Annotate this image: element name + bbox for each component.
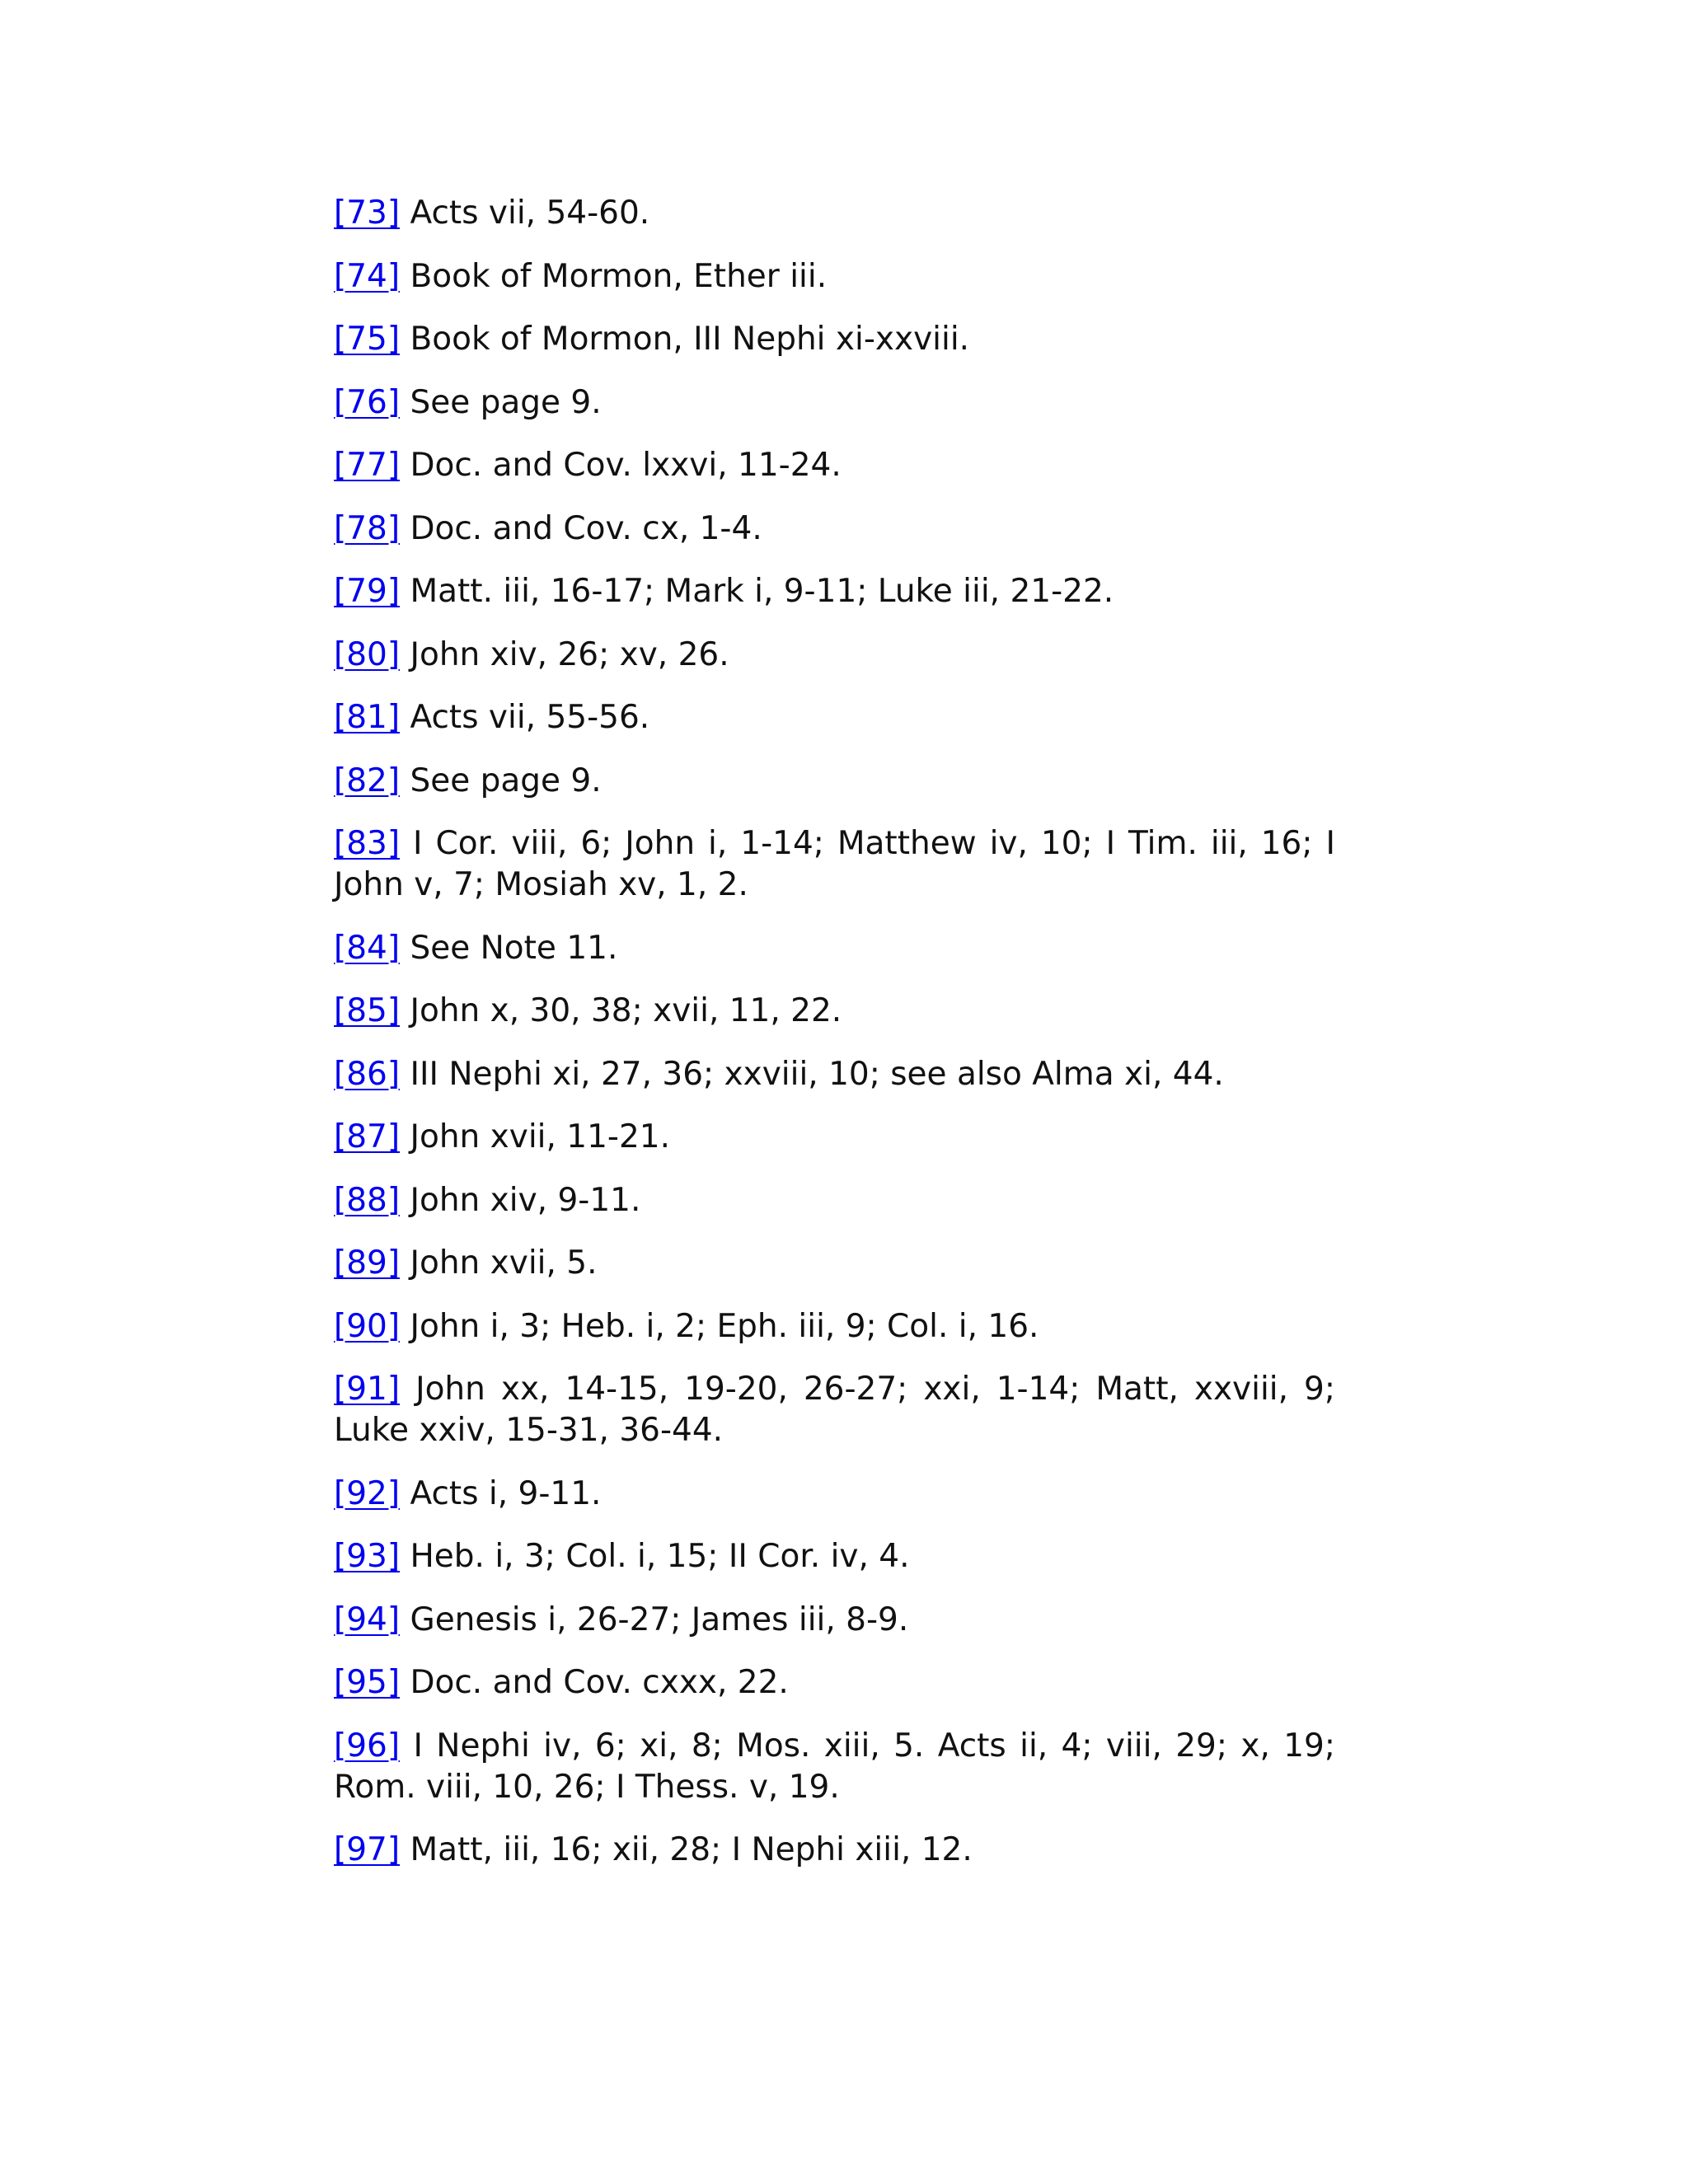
footnote-text: John xvii, 5. <box>410 1244 598 1282</box>
footnote-77 <box>334 445 1335 486</box>
footnote-73 <box>334 193 1335 234</box>
footnote-91 <box>334 1369 1335 1451</box>
footnote-ref-link[interactable]: [85] <box>334 992 401 1029</box>
footnote-text: See page 9. <box>410 762 602 799</box>
footnote-ref-link[interactable]: [76] <box>334 383 401 421</box>
footnote-ref-link[interactable]: [78] <box>334 509 401 547</box>
footnote-text: John x, 30, 38; xvii, 11, 22. <box>410 992 842 1029</box>
footnote-ref-link[interactable]: [97] <box>334 1831 401 1868</box>
footnote-text: I Cor. viii, 6; John i, 1-14; Matthew iv, 10; I Tim. iii, 16; I John v, 7; Mosiah xv, 1, 2. <box>334 825 1335 903</box>
footnote-text: John xx, 14-15, 19-20, 26-27; xxi, 1-14; Matt, xxviii, 9; Luke xxiv, 15-31, 36-44. <box>334 1371 1335 1449</box>
footnote-ref-link[interactable]: [75] <box>334 321 401 358</box>
footnote-text: Book of Mormon, III Nephi xi-xxviii. <box>410 321 970 358</box>
footnote-ref-link[interactable]: [88] <box>334 1181 401 1219</box>
footnote-93 <box>334 1536 1335 1577</box>
footnote-79 <box>334 571 1335 612</box>
footnote-text: Acts vii, 55-56. <box>410 699 650 736</box>
footnote-ref-link[interactable]: [90] <box>334 1307 401 1345</box>
footnote-78 <box>334 509 1335 550</box>
footnote-text: Genesis i, 26-27; James iii, 8-9. <box>410 1601 909 1638</box>
footnote-ref-link[interactable]: [81] <box>334 699 401 736</box>
footnote-text: See page 9. <box>410 383 602 421</box>
footnote-text: Doc. and Cov. cx, 1-4. <box>410 509 762 547</box>
footnote-text: John xiv, 9-11. <box>410 1181 641 1219</box>
footnote-83 <box>334 823 1335 906</box>
footnote-ref-link[interactable]: [86] <box>334 1055 401 1093</box>
footnote-80 <box>334 635 1335 676</box>
footnote-87 <box>334 1117 1335 1158</box>
footnote-text: Doc. and Cov. lxxvi, 11-24. <box>410 447 842 484</box>
footnote-86 <box>334 1054 1335 1095</box>
footnote-text: Acts i, 9-11. <box>410 1474 602 1512</box>
footnote-75 <box>334 319 1335 360</box>
footnote-ref-link[interactable]: [87] <box>334 1118 401 1155</box>
footnote-ref-link[interactable]: [96] <box>334 1727 401 1765</box>
footnote-85 <box>334 991 1335 1032</box>
footnote-74 <box>334 256 1335 298</box>
footnote-ref-link[interactable]: [91] <box>334 1371 401 1408</box>
footnote-text: Doc. and Cov. cxxx, 22. <box>410 1664 789 1701</box>
footnote-ref-link[interactable]: [80] <box>334 635 401 673</box>
footnote-text: Heb. i, 3; Col. i, 15; II Cor. iv, 4. <box>410 1538 910 1575</box>
footnote-text: Matt, iii, 16; xii, 28; I Nephi xiii, 12. <box>410 1831 973 1868</box>
footnote-text: See Note 11. <box>410 929 618 967</box>
footnote-92 <box>334 1474 1335 1515</box>
footnote-text: Acts vii, 54-60. <box>410 194 650 232</box>
footnote-text: John i, 3; Heb. i, 2; Eph. iii, 9; Col. i, 16. <box>410 1307 1039 1345</box>
footnote-ref-link[interactable]: [77] <box>334 447 401 484</box>
footnote-ref-link[interactable]: [73] <box>334 194 401 232</box>
footnote-88 <box>334 1180 1335 1221</box>
footnote-84 <box>334 928 1335 969</box>
footnote-text: Matt. iii, 16-17; Mark i, 9-11; Luke iii, 21-22. <box>410 573 1114 610</box>
footnote-89 <box>334 1243 1335 1284</box>
footnotes-list <box>334 193 1335 1893</box>
footnote-94 <box>334 1600 1335 1641</box>
footnote-90 <box>334 1306 1335 1347</box>
footnote-text: I Nephi iv, 6; xi, 8; Mos. xiii, 5. Acts ii, 4; viii, 29; x, 19; Rom. viii, 10, 26; I Thess. v, 19. <box>334 1727 1335 1806</box>
footnote-76 <box>334 382 1335 424</box>
footnote-82 <box>334 761 1335 802</box>
footnote-ref-link[interactable]: [84] <box>334 929 401 967</box>
footnote-ref-link[interactable]: [93] <box>334 1538 401 1575</box>
footnote-text: John xiv, 26; xv, 26. <box>410 635 729 673</box>
footnote-ref-link[interactable]: [83] <box>334 825 401 862</box>
footnote-81 <box>334 697 1335 738</box>
footnote-ref-link[interactable]: [89] <box>334 1244 401 1282</box>
footnote-text: III Nephi xi, 27, 36; xxviii, 10; see also Alma xi, 44. <box>410 1055 1224 1093</box>
footnote-ref-link[interactable]: [82] <box>334 762 401 799</box>
footnote-97 <box>334 1830 1335 1871</box>
footnote-ref-link[interactable]: [94] <box>334 1601 401 1638</box>
footnote-95 <box>334 1662 1335 1704</box>
footnote-ref-link[interactable]: [79] <box>334 573 401 610</box>
footnote-ref-link[interactable]: [95] <box>334 1664 401 1701</box>
footnote-96 <box>334 1726 1335 1808</box>
footnote-ref-link[interactable]: [92] <box>334 1474 401 1512</box>
footnote-text: Book of Mormon, Ether iii. <box>410 257 828 295</box>
footnote-ref-link[interactable]: [74] <box>334 257 401 295</box>
footnote-text: John xvii, 11-21. <box>410 1118 671 1155</box>
